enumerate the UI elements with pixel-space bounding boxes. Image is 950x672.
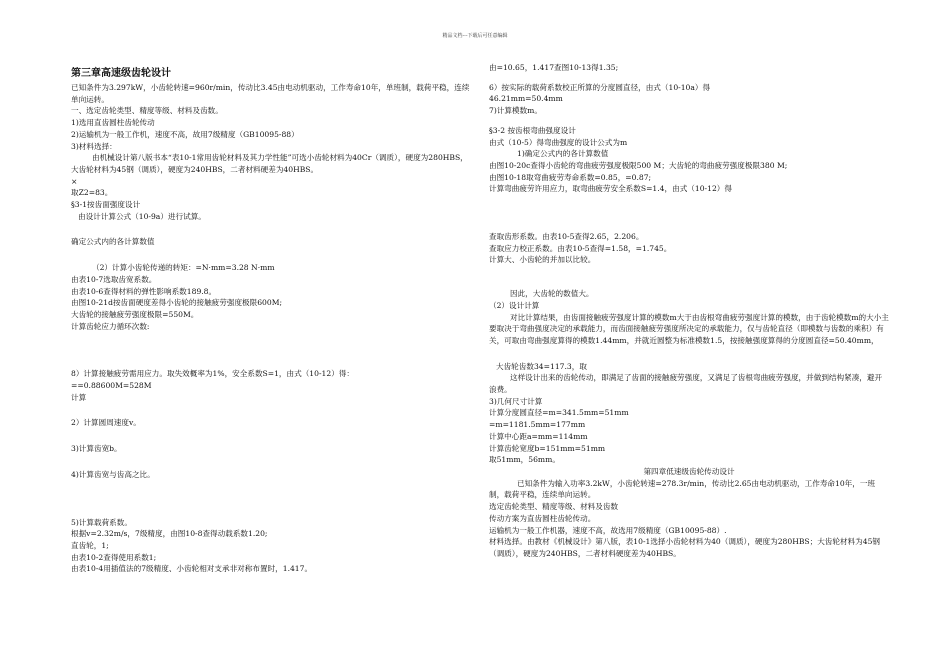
- paragraph: 计算分度圆直径=m=341.5mm=51mm: [489, 408, 629, 418]
- paragraph: 运输机为一般工作机器，速度不高，故选用7级精度（GB10095-88）.: [489, 525, 727, 535]
- chapter-title: 第三章高速级齿轮设计: [71, 68, 171, 79]
- paragraph: 由表10-7选取齿宽系数。: [71, 274, 157, 284]
- paragraph: ==0.88600M=528M: [71, 381, 152, 391]
- paragraph: 计算齿轮宽度b=151mm=51mm: [489, 443, 606, 453]
- paragraph: ×: [71, 176, 78, 186]
- paragraph: 直齿轮，1;: [71, 540, 109, 550]
- paragraph: 已知条件为输入功率3.2kW，小齿轮转速=278.3r/min，传动比2.65由电动机驱动，工作寿命10年，一班制，载荷平稳，连续单向运转。: [489, 478, 876, 500]
- paragraph: 1)确定公式内的各计算数值: [517, 149, 609, 159]
- paragraph: 2)运输机为一般工作机，速度不高，故用7级精度（GB10095-88）: [71, 129, 299, 139]
- paragraph: 由机械设计第八版书本“表10-1常用齿轮材料及其力学性能”可选小齿轮材料为40Cr（调质），硬度为280HBS，大齿轮材料为45钢（调质），硬度为240HBS，二者材料硬差为40HBS。: [71, 153, 468, 174]
- paragraph: 3)几何尺寸计算: [489, 396, 543, 406]
- paragraph: 查取应力校正系数。由表10-5查得=1.58，=1.745。: [489, 243, 672, 253]
- paragraph: 6）按实际的载荷系数校正所算的分度圆直径，由式（10-10a）得: [489, 82, 711, 92]
- paragraph: 由图10-21d按齿面硬度差得小齿轮的接触疲劳强度极限600M;: [71, 298, 283, 308]
- paragraph: 由设计计算公式（10-9a）进行试算。: [78, 211, 206, 221]
- page-header: 精品文档---下载后可任意编辑: [442, 33, 508, 39]
- paragraph: 由式（10-5）得弯曲强度的设计公式为m: [489, 137, 628, 147]
- paragraph: 8）计算接触疲劳需用应力。取失效概率为1%，安全系数S=1，由式（10-12）得：: [71, 369, 354, 379]
- paragraph: （2）计算小齿轮传递的转矩：=N·mm=3.28 N·mm: [92, 263, 275, 273]
- paragraph: 取51mm，56mm。: [489, 455, 560, 465]
- paragraph: 7)计算模数m。: [489, 106, 542, 116]
- paragraph: 计算弯曲疲劳许用应力，取弯曲疲劳安全系数S=1.4，由式（10-12）得: [489, 184, 732, 194]
- paragraph: 这样设计出来的齿轮传动，即满足了齿面的接触疲劳强度，又满足了齿根弯曲疲劳强度，并做到结构紧凑，避开浪费。: [489, 373, 883, 395]
- paragraph: 根据v=2.32m/s，7级精度，由图10-8查得动载系数1.20;: [71, 529, 268, 539]
- paragraph: 材料选择。由教材《机械设计》第八版，表10-1选择小齿轮材料为40（调质），硬度为280HBS；大齿轮材料为45钢（调质），硬度为240HBS，二者材料硬度差为40HBS。: [489, 537, 881, 558]
- paragraph: 由图10-18取弯曲疲劳寿命系数=0.85，=0.87;: [489, 172, 652, 182]
- paragraph: 由图10-20c查得小齿轮的弯曲疲劳强度极限500 M；大齿轮的弯曲疲劳强度极限380 M;: [489, 160, 788, 170]
- paragraph: 对比计算结果，由齿面接触疲劳强度计算的模数m大于由齿根弯曲疲劳强度计算的模数，由于齿轮模数m的大小主要取决于弯曲强度决定的承载能力，而齿面接触疲劳强度所决定的承载能力，仅与齿轮直径（即模数与齿数的乘积）有关，可取由弯曲强度算得的模数1.44mm，并就近圆整为标准模数1.5，按接触强度算得的分度圆直径=50.40mm，: [489, 312, 889, 345]
- paragraph: 大齿轮齿数34=117.3，取: [496, 361, 587, 371]
- paragraph: 46.21mm=50.4mm: [489, 94, 563, 104]
- paragraph: 大齿轮的接触疲劳强度极限=550M。: [71, 309, 199, 319]
- paragraph: 计算中心距a=mm=114mm: [489, 431, 588, 441]
- paragraph: 3)材料选择：: [71, 141, 117, 151]
- paragraph: 传动方案为直齿圆柱齿轮传动。: [489, 513, 596, 523]
- chapter-heading: 第四章低速级齿轮传动设计: [643, 466, 735, 476]
- paragraph: 5)计算载荷系数。: [71, 517, 132, 527]
- paragraph: 由表10-6查得材料的弹性影响系数189.8。: [71, 286, 217, 296]
- section-heading: §3-1按齿面强度设计: [71, 200, 141, 210]
- paragraph: 取Z2=83。: [71, 188, 113, 198]
- paragraph: 由表10-4用插值法的7级精度、小齿轮相对支承非对称布置时，1.417。: [71, 564, 313, 574]
- paragraph: =m=1181.5mm=177mm: [489, 420, 586, 430]
- paragraph: 2）计算圆周速度v。: [71, 418, 141, 428]
- paragraph: 查取齿形系数。由表10-5查得2.65，2.206。: [489, 232, 644, 242]
- paragraph: 确定公式内的各计算数值: [71, 237, 155, 247]
- paragraph: 已知条件为3.297kW，小齿轮转速=960r/min，传动比3.45由电动机驱动，工作寿命10年，单班制，载荷平稳，连续单向运转。: [71, 83, 470, 104]
- paragraph: 因此，大齿轮的数值大。: [510, 289, 594, 299]
- paragraph: 1)选用直齿圆柱齿轮传动: [71, 118, 155, 128]
- paragraph: 由=10.65，1.417查图10-13得1.35;: [489, 63, 619, 72]
- paragraph: 计算齿轮应力循环次数:: [71, 321, 150, 331]
- paragraph: 选定齿轮类型、精度等级、材料及齿数: [489, 502, 619, 512]
- paragraph: 计算大、小齿轮的并加以比较。: [489, 255, 596, 265]
- paragraph: 计算: [71, 392, 87, 402]
- paragraph: 3)计算齿宽b。: [71, 444, 122, 454]
- section-heading: §3-2 按齿根弯曲强度设计: [489, 125, 576, 135]
- paragraph: 4)计算齿宽与齿高之比。: [71, 469, 155, 479]
- paragraph: （2）设计计算: [489, 300, 540, 310]
- left-column: [71, 62, 471, 575]
- right-column: [489, 62, 889, 560]
- paragraph: 一、选定齿轮类型、精度等级、材料及齿数。: [71, 106, 223, 116]
- paragraph: 由表10-2查得使用系数1;: [71, 552, 157, 562]
